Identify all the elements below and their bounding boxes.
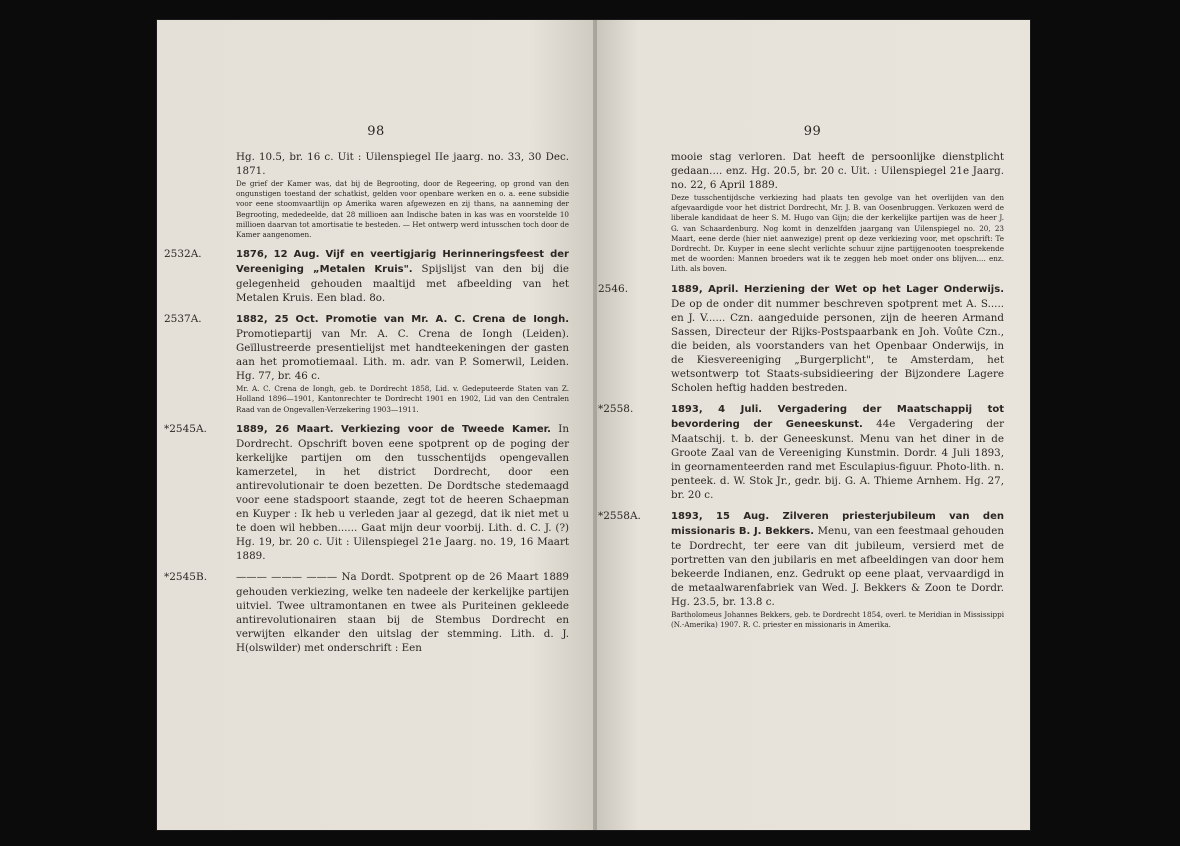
catalog-entry: [164, 312, 569, 415]
continued-entry: [632, 150, 1004, 275]
entry-text: [671, 509, 1004, 609]
catalog-entry: [164, 247, 569, 305]
catalog-entry: [598, 402, 1005, 502]
page-content: [164, 150, 569, 662]
entry-number: *2545B.: [164, 570, 208, 583]
entry-heading: 1893, 15 Aug. Zilveren priesterjubileum van den missionaris B. J. Bekkers.: [671, 510, 1004, 537]
catalog-entry: [164, 422, 569, 563]
entry-heading: 1889, 26 Maart. Verkiezing voor de Tweede Kamer.: [236, 423, 551, 435]
entry-text: [236, 570, 569, 655]
entry-heading: 1882, 25 Oct. Promotie van Mr. A. C. Crena de Iongh.: [236, 314, 569, 326]
entry-body: In Dordrecht. Opschrift boven eene spotprent op de poging der kerkelijke partijen om den tusschentijds opengevallen kamerzetel, in het district Dordrecht, door een antirevolutionair te doen bezetten. De Dordtsche stedemaagd voor eene stadspoort staande, zegt tot de heeren Schaepman en Kuyper : Ik heb u verleden jaar al gezegd, dat ik niet met u te doen wil hebben...... Gaat mijn deur voorbij. Lith. d. C. J. (?) Hg. 19, br. 20 c. Uit : Uilenspiegel 21e Jaarg. no. 19, 16 Maart 1889.: [236, 422, 569, 562]
left-page: [157, 20, 595, 830]
entry-body: ——— ——— ——— Na Dordt. Spotprent op de 26 Maart 1889 gehouden verkiezing, welke ten nadeele der kerkelijke partijen uitviel. Twee ultramontanen en twee als Puriteinen gekleede antirevolutionairen staan bij de Stembus Dordrecht en verwijten elkander den uitslag der stemming. Lith. d. J. H(olswilder) met onderschrift : Een: [236, 570, 569, 654]
right-page: [595, 20, 1030, 830]
continued-entry: [197, 150, 569, 240]
book-gutter: [593, 20, 597, 830]
entry-body: De op de onder dit nummer beschreven spotprent met A. S..... en J. V...... Czn. aangeduide personen, zijn de heeren Armand Sassen, Directeur der Rijks-Postspaarbank en Joh. Voûte Czn., die beiden, als voorstanders van het Openbaar Onderwijs, in de Kiesvereeniging „Burgerplicht", te Amsterdam, het wetsontwerp tot Staats-subsidieering der Bijzondere Lagere Scholen heftig hadden bestreden.: [671, 297, 1004, 394]
entry-number: *2558.: [598, 402, 634, 415]
entry-heading: 1893, 4 Juli. Vergadering der Maatschappij tot bevordering der Geneeskunst.: [671, 403, 1004, 430]
entry-body: 44e Vergadering der Maatschij. t. b. der Geneeskunst. Menu van het diner in de Groote Zaal van de Vereeniging Kunstmin. Dordr. 4 Juli 1893, in geornamenteerden rand met Esculapius-figuur. Photo-lith. n. penteek. d. W. Stok Jr., gedr. bij. G. A. Thieme Arnhem. Hg. 27, br. 20 c.: [671, 417, 1005, 501]
catalog-entry: [598, 509, 1005, 630]
page-number: 99: [803, 124, 822, 139]
entry-text: [671, 402, 1004, 502]
entry-number: 2537A.: [164, 313, 202, 326]
entry-body: Spijslijst van den bij die gelegenheid gehouden maaltijd met afbeelding van het Metalen Kruis. Een blad. 8o.: [236, 263, 569, 305]
entry-number: *2558A.: [598, 509, 641, 522]
page-number: 98: [367, 124, 385, 139]
catalog-entry: [598, 282, 1004, 395]
entry-number: 2546.: [598, 282, 629, 295]
entry-text: [236, 422, 569, 563]
entry-heading: 1889, April. Herziening der Wet op het Lager Onderwijs.: [671, 283, 1004, 295]
book-spread: [157, 20, 1030, 830]
entry-text: [236, 312, 569, 383]
entry-body: Menu, van een feestmaal gehouden te Dordrecht, ter eere van dit jubileum, versierd met de portretten van den jubilaris en met afbeeldingen van door hem bekeerde Indianen, enz. Gedrukt op eene plaat, vervaardigd in de metaalwarenfabriek van Wed. J. Bekkers & Zoon te Dordr. Hg. 23.5, br. 13.8 c.: [671, 524, 1005, 608]
entry-note: Deze tusschentijdsche verkiezing had plaats ten gevolge van het overlijden van den afgevaardigde voor het district Dordrecht, Mr. J. B. van Oosenbruggen. Verkozen werd de liberale kandidaat de heer S. M. Hugo van Gijn; die der kerkelijke partijen was de heer J. G. van Schaardenburg. Nog komt in denzelfden jaargang van Uilenspiegel no. 20, 23 Maart, eene derde (hier niet aanwezige) prent op deze verkiezing voor, met opschrift: Te Dordrecht. Dr. Kuyper in eene slecht verlichte schuur zijne partijgenooten toesprekende met de woorden: Mannen broeders wat ik te zeggen heb moet onder ons blijven.... enz. Lith. als boven.: [671, 193, 1004, 274]
entry-number: *2545A.: [164, 422, 207, 435]
entry-number: 2532A.: [164, 248, 202, 261]
entry-note: Mr. A. C. Crena de Iongh, geb. te Dordrecht 1858, Lid. v. Gedeputeerde Staten van Z. Holland 1896—1901, Kantonrechter te Dordrecht 1901 en 1902, Lid van den Centralen Raad van de Ongevallen-Verzekering 1903—1911.: [236, 384, 569, 414]
entry-heading: 1876, 12 Aug. Vijf en veertigjarig Herinneringsfeest der Vereeniging „Metalen Kruis".: [236, 249, 569, 276]
entry-text: [236, 247, 569, 305]
catalog-entry: [164, 570, 569, 655]
page-content: [598, 150, 1005, 637]
entry-note: De grief der Kamer was, dat bij de Begrooting, door de Regeering, op grond van den ongunstigen toestand der schatkist, gelden voor openbare werken en o. a. eene subsidie voor eene stoomvaartlijn op Amerika waren afgewezen en zij thans, na aanneming der Begrooting, mededeelde, dat 28 millioen aan Indische baten in kas was en voorstelde 10 millioen daarvan tot amortisatie te besteden. — Het ontwerp werd intusschen toch door de Kamer aangenomen.: [236, 179, 569, 240]
entry-text: mooie stag verloren. Dat heeft de persoonlijke dienstplicht gedaan.... enz. Hg. 20.5, br. 20 c. Uit. : Uilenspiegel 21e Jaarg. no. 22, 6 April 1889.: [671, 151, 1004, 191]
entry-text: Hg. 10.5, br. 16 c. Uit : Uilenspiegel IIe jaarg. no. 33, 30 Dec. 1871.: [236, 151, 569, 177]
entry-text: [671, 282, 1004, 395]
entry-note: Bartholomeus Johannes Bekkers, geb. te Dordrecht 1854, overl. te Meridian in Mississippi (N.-Amerika) 1907. R. C. priester en missionaris in Amerika.: [671, 609, 1004, 629]
entry-body: Promotiepartij van Mr. A. C. Crena de Iongh (Leiden). Geïllustreerde presentielijst met handteekeningen der gasten aan het promotiemaal. Lith. m. adr. van P. Somerwil, Leiden. Hg. 77, br. 46 c.: [236, 328, 569, 383]
